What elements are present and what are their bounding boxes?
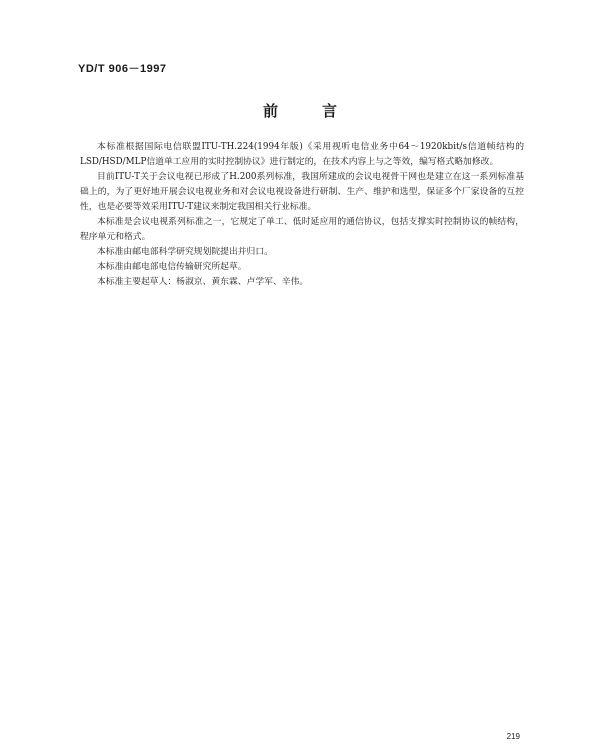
paragraph-drafter: 本标准由邮电部电信传输研究所起草。 (97, 262, 247, 272)
paragraph-authors: 本标准主要起草人：杨淑京、黄东霖、卢学军、辛伟。 (97, 277, 309, 287)
paragraph-proposer: 本标准由邮电部科学研究规划院提出并归口。 (97, 247, 273, 257)
paragraph-basis: 本标准根据国际电信联盟ITU-TH.224(1994年版)《采用视听电信业务中64～1920kbit/s信道帧结构的LSD/HSD/MLP信道单工应用的实时控制协议》进行制定的，在技术内容上与之等效，编写格式略加修改。 (80, 142, 524, 167)
page-title: 前言 (262, 102, 381, 120)
paragraph-background: 目前ITU-T关于会议电视已形成了H.200系列标准，我国所建成的会议电视骨干网也是建立在这一系列标准基础上的，为了更好地开展会议电视业务和对会议电视设备进行研制、生产、维护和选型，保证多个厂家设备的互控性，也是必要等效采用ITU-T建议来制定我国相关行业标准。 (80, 172, 524, 212)
paragraph-scope: 本标准是会议电视系列标准之一，它规定了单工、低时延应用的通信协议，包括支撑实时控制协议的帧结构，程序单元和格式。 (80, 217, 524, 242)
foreword-body (80, 140, 524, 290)
page-number: 219 (506, 732, 520, 741)
document-code: YD/T 906－1997 (78, 63, 167, 75)
